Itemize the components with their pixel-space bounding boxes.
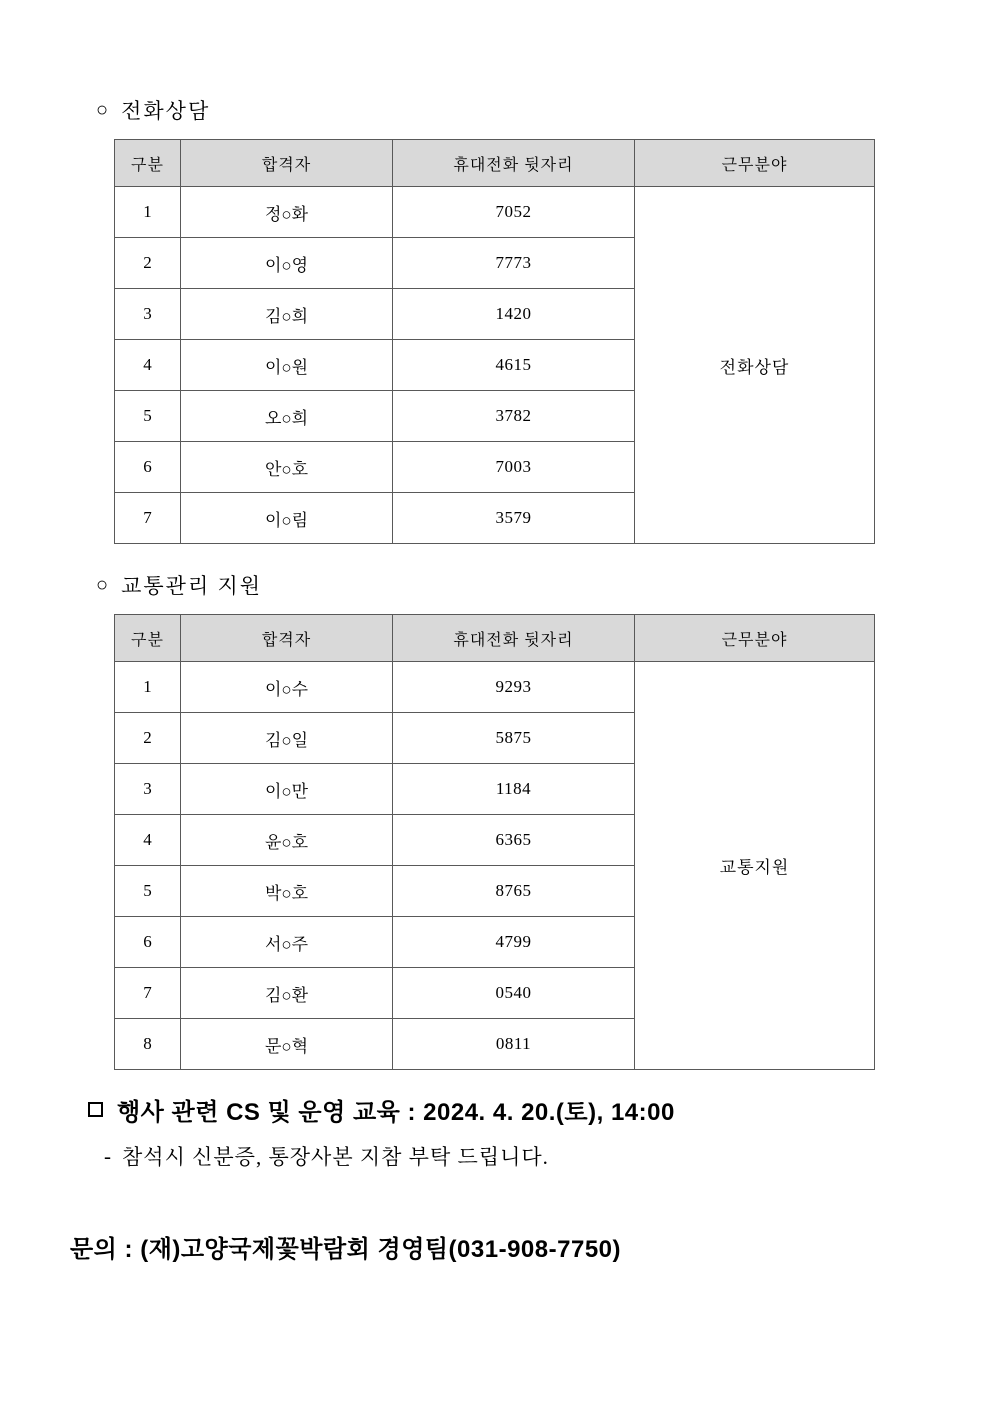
column-header-field: 근무분야 <box>635 615 875 662</box>
cell-name: 김○희 <box>181 289 393 340</box>
cell-name: 이○영 <box>181 238 393 289</box>
cell-index: 6 <box>115 442 181 493</box>
column-header-phone: 휴대전화 뒷자리 <box>393 615 635 662</box>
cell-work-field: 전화상담 <box>635 187 875 544</box>
notice-main-line <box>88 1092 912 1127</box>
notice-sub-line <box>104 1141 912 1171</box>
cell-phone: 8765 <box>393 866 635 917</box>
column-header-name: 합격자 <box>181 140 393 187</box>
cell-work-field: 교통지원 <box>635 662 875 1070</box>
cell-index: 3 <box>115 289 181 340</box>
table-row <box>115 662 875 713</box>
cell-index: 4 <box>115 340 181 391</box>
cell-name: 김○환 <box>181 968 393 1019</box>
column-header-field: 근무분야 <box>635 140 875 187</box>
circle-marker-icon: ○ <box>96 99 110 121</box>
cell-phone: 5875 <box>393 713 635 764</box>
cell-phone: 3782 <box>393 391 635 442</box>
cell-name: 정○화 <box>181 187 393 238</box>
table-header-row <box>115 615 875 662</box>
cell-phone: 7052 <box>393 187 635 238</box>
notice-main-text: 행사 관련 CS 및 운영 교육 : 2024. 4. 20.(토), 14:00 <box>117 1099 675 1126</box>
cell-name: 윤○호 <box>181 815 393 866</box>
roster-table-phone-consult <box>114 139 875 544</box>
cell-name: 이○원 <box>181 340 393 391</box>
cell-phone: 9293 <box>393 662 635 713</box>
cell-phone: 1420 <box>393 289 635 340</box>
cell-index: 2 <box>115 713 181 764</box>
cell-phone: 0811 <box>393 1019 635 1070</box>
cell-index: 1 <box>115 662 181 713</box>
cell-name: 이○수 <box>181 662 393 713</box>
square-marker-icon <box>88 1102 103 1117</box>
section-title: 교통관리 지원 <box>121 574 263 598</box>
section-heading-phone-consult <box>96 95 912 125</box>
cell-name: 이○만 <box>181 764 393 815</box>
cell-name: 오○희 <box>181 391 393 442</box>
section-title: 전화상담 <box>121 99 211 123</box>
cell-phone: 0540 <box>393 968 635 1019</box>
notice-block <box>88 1092 912 1171</box>
table-row <box>115 187 875 238</box>
cell-name: 김○일 <box>181 713 393 764</box>
cell-index: 4 <box>115 815 181 866</box>
cell-phone: 7003 <box>393 442 635 493</box>
cell-index: 5 <box>115 391 181 442</box>
cell-index: 1 <box>115 187 181 238</box>
column-header-name: 합격자 <box>181 615 393 662</box>
notice-sub-text: 참석시 신분증, 통장사본 지참 부탁 드립니다. <box>122 1145 549 1169</box>
cell-index: 2 <box>115 238 181 289</box>
cell-phone: 4615 <box>393 340 635 391</box>
cell-phone: 1184 <box>393 764 635 815</box>
cell-index: 7 <box>115 493 181 544</box>
cell-phone: 3579 <box>393 493 635 544</box>
column-header-phone: 휴대전화 뒷자리 <box>393 140 635 187</box>
cell-name: 안○호 <box>181 442 393 493</box>
cell-index: 5 <box>115 866 181 917</box>
circle-marker-icon: ○ <box>96 574 110 596</box>
contact-line: 문의 : (재)고양국제꽃박람회 경영팀(031-908-7750) <box>70 1236 622 1263</box>
dash-marker-icon: - <box>104 1143 112 1168</box>
cell-index: 6 <box>115 917 181 968</box>
cell-phone: 4799 <box>393 917 635 968</box>
cell-name: 서○주 <box>181 917 393 968</box>
table-header-row <box>115 140 875 187</box>
roster-table-traffic-support <box>114 614 875 1070</box>
cell-name: 문○혁 <box>181 1019 393 1070</box>
column-header-index: 구분 <box>115 140 181 187</box>
cell-name: 이○림 <box>181 493 393 544</box>
cell-index: 3 <box>115 764 181 815</box>
column-header-index: 구분 <box>115 615 181 662</box>
cell-name: 박○호 <box>181 866 393 917</box>
cell-index: 7 <box>115 968 181 1019</box>
spacer <box>88 544 912 570</box>
cell-index: 8 <box>115 1019 181 1070</box>
cell-phone: 7773 <box>393 238 635 289</box>
cell-phone: 6365 <box>393 815 635 866</box>
section-heading-traffic-support <box>96 570 912 600</box>
